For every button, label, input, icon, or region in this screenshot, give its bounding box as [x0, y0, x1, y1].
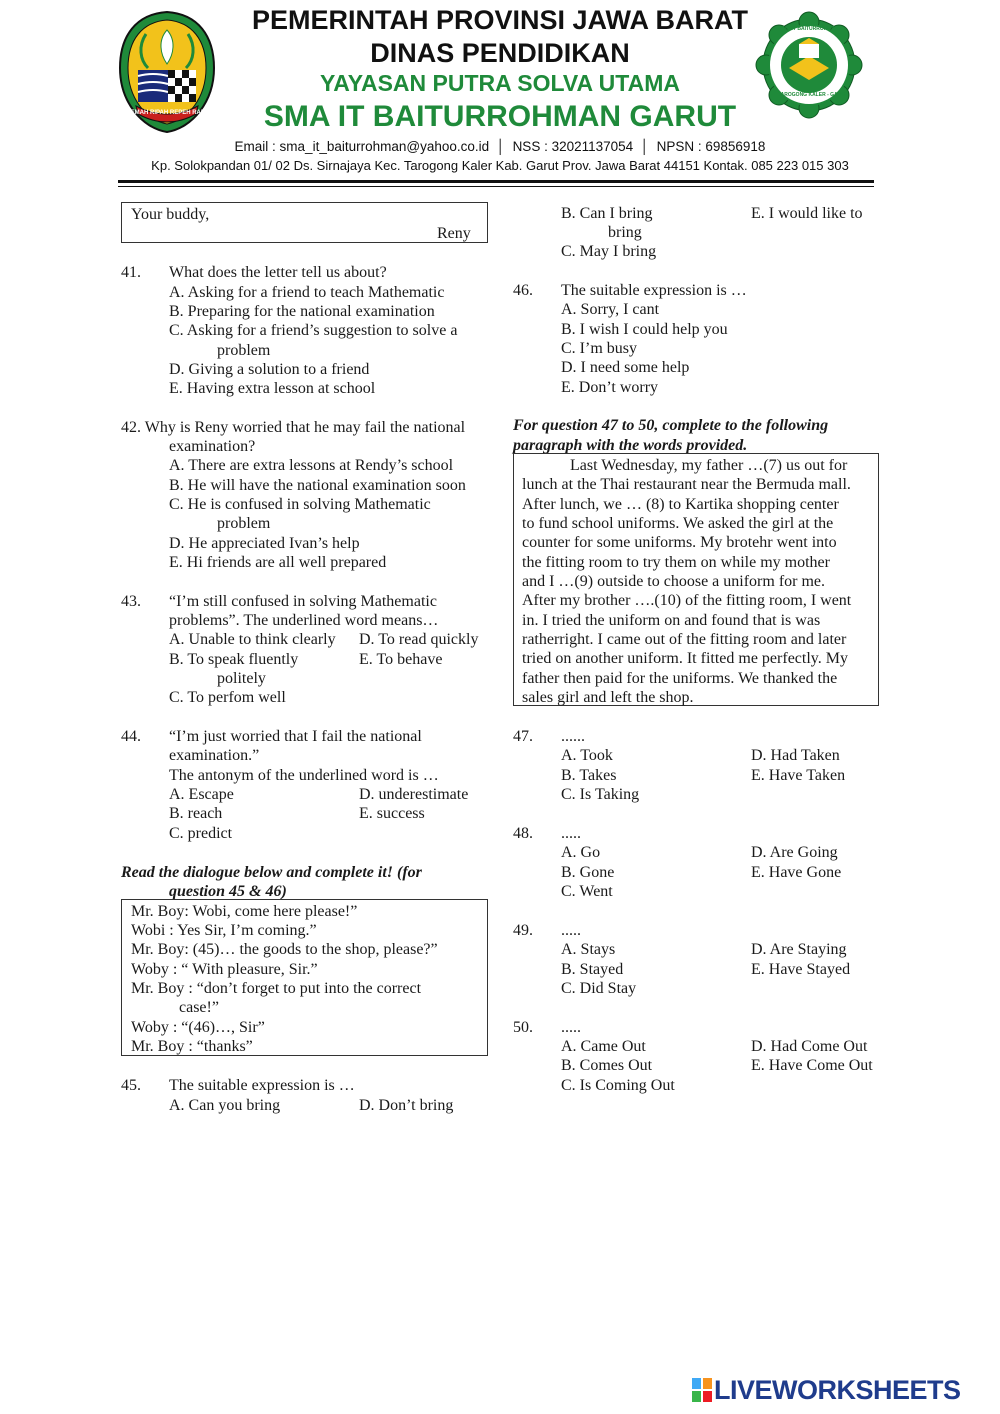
passage-line: ratherright. I came out of the fitting room and later	[522, 631, 847, 648]
option-b-cont[interactable]: bring	[608, 224, 642, 241]
option-e[interactable]: E. Having extra lesson at school	[169, 380, 376, 397]
question-number: 46.	[513, 282, 533, 299]
dialogue-line-cont: case!”	[179, 999, 219, 1016]
header-divider-thin	[118, 186, 874, 187]
passage-instruction: For question 47 to 50, complete to the following	[513, 417, 829, 434]
agency-title: DINAS PENDIDIKAN	[370, 38, 630, 68]
question-number: 45.	[121, 1077, 141, 1094]
question-stem: The suitable expression is …	[561, 282, 747, 299]
dialogue-instruction: Read the dialogue below and complete it! (for	[121, 864, 422, 881]
passage-line: the fitting room to try them on while my mother	[522, 554, 830, 571]
option-a[interactable]: A. Took	[561, 747, 613, 764]
passage-line: tried on another uniform. It fitted me perfectly. My	[522, 650, 848, 667]
option-d[interactable]: D. He appreciated Ivan’s help	[169, 535, 360, 552]
option-a[interactable]: A. Stays	[561, 941, 616, 958]
passage-line: to fund school uniforms. We asked the girl at the	[522, 515, 834, 532]
option-b[interactable]: B. Stayed	[561, 961, 624, 978]
question-stem: “I’m still confused in solving Mathematic	[169, 593, 437, 610]
option-b[interactable]: B. Takes	[561, 767, 617, 784]
dialogue-line: Mr. Boy : “thanks”	[131, 1038, 253, 1055]
option-d[interactable]: D. Had Come Out	[751, 1038, 868, 1055]
option-d[interactable]: D. I need some help	[561, 359, 690, 376]
option-b[interactable]: B. Can I bring	[561, 205, 653, 222]
option-e[interactable]: E. Don’t worry	[561, 379, 659, 396]
option-b[interactable]: B. I wish I could help you	[561, 321, 728, 338]
dialogue-line: Woby : “ With pleasure, Sir.”	[131, 961, 318, 978]
passage-line: father then paid for the uniforms. We thanked the	[522, 670, 838, 687]
option-c-cont[interactable]: problem	[217, 342, 271, 359]
contact-line-2: Kp. Solokpandan 01/ 02 Ds. Sirnajaya Kec. Tarogong Kaler Kab. Garut Prov. Jawa Barat 44151 Kontak. 085 223 015 303	[151, 158, 849, 173]
question-number: 49.	[513, 922, 533, 939]
liveworksheets-blocks-icon	[692, 1378, 712, 1402]
dialogue-instruction-cont: question 45 & 46)	[169, 883, 287, 900]
question-number: 41.	[121, 264, 141, 281]
passage-line: Last Wednesday, my father …(7) us out for	[570, 457, 848, 474]
question-stem: 42. Why is Reny worried that he may fail the national	[121, 419, 466, 436]
question-number: 48.	[513, 825, 533, 842]
question-number: 44.	[121, 728, 141, 745]
option-b[interactable]: B. He will have the national examination soon	[169, 477, 466, 494]
option-b[interactable]: B. Gone	[561, 864, 615, 881]
question-number: 50.	[513, 1019, 533, 1036]
passage-line: counter for some uniforms. My brotehr went into	[522, 534, 837, 551]
option-d[interactable]: D. Had Taken	[751, 747, 840, 764]
question-stem-cont: examination.”	[169, 747, 260, 764]
passage-instruction-cont: paragraph with the words provided.	[513, 437, 748, 454]
dialogue-line: Mr. Boy : “don’t forget to put into the correct	[131, 980, 422, 997]
option-e[interactable]: E. Have Gone	[751, 864, 842, 881]
option-c[interactable]: C. Went	[561, 883, 613, 900]
contact-line-1: Email : sma_it_baiturrohman@yahoo.co.id │ NSS : 32021137054 │ NPSN : 69856918	[234, 139, 766, 154]
question-stem: The suitable expression is …	[169, 1077, 355, 1094]
option-a[interactable]: A. Came Out	[561, 1038, 646, 1055]
option-d[interactable]: D. Don’t bring	[359, 1097, 454, 1114]
passage-line: lunch at the Thai restaurant near the Bermuda mall.	[522, 476, 851, 493]
option-d[interactable]: D. Giving a solution to a friend	[169, 361, 370, 378]
option-e[interactable]: E. I would like to	[751, 205, 863, 222]
passage-line: After my brother ….(10) of the fitting room, I went	[522, 592, 852, 609]
passage-line: in. I tried the uniform on and found that is was	[522, 612, 821, 629]
school-title: SMA IT BAITURROHMAN GARUT	[263, 100, 737, 133]
option-d[interactable]: D. Are Staying	[751, 941, 847, 958]
option-b[interactable]: B. reach	[169, 805, 223, 822]
answer-blank[interactable]: ......	[561, 728, 585, 745]
question-stem-cont: The antonym of the underlined word is …	[169, 767, 439, 784]
option-c[interactable]: C. To perfom well	[169, 689, 286, 706]
passage-line: and I …(9) outside to choose a uniform for me.	[522, 573, 826, 590]
option-a[interactable]: A. There are extra lessons at Rendy’s school	[169, 457, 454, 474]
school-emblem-bottom-text: TAROGONG KALER - GARUT	[778, 92, 848, 98]
option-e[interactable]: E. Have Come Out	[751, 1057, 873, 1074]
option-c-cont[interactable]: problem	[217, 515, 271, 532]
option-d[interactable]: D. underestimate	[359, 786, 469, 803]
option-c[interactable]: C. Is Coming Out	[561, 1077, 675, 1094]
answer-blank[interactable]: .....	[561, 922, 581, 939]
option-b[interactable]: B. Preparing for the national examination	[169, 303, 435, 320]
question-number: 43.	[121, 593, 141, 610]
answer-blank[interactable]: .....	[561, 825, 581, 842]
option-b[interactable]: B. To speak fluently	[169, 651, 299, 668]
option-c[interactable]: C. Is Taking	[561, 786, 640, 803]
passage-line: After lunch, we … (8) to Kartika shopping center	[522, 496, 839, 513]
option-b[interactable]: B. Comes Out	[561, 1057, 653, 1074]
option-e[interactable]: E. Have Stayed	[751, 961, 851, 978]
header-divider	[118, 180, 874, 183]
option-a[interactable]: A. Escape	[169, 786, 234, 803]
foundation-title: YAYASAN PUTRA SOLVA UTAMA	[320, 70, 680, 96]
question-stem: What does the letter tell us about?	[169, 264, 387, 281]
emblem-motto: GEMAH RIPAH REPEH RAPIH	[126, 110, 211, 116]
liveworksheets-logo[interactable]	[690, 1375, 990, 1405]
option-a[interactable]: A. Asking for a friend to teach Mathematic	[169, 284, 445, 301]
answer-blank[interactable]: .....	[561, 1019, 581, 1036]
letter-salutation: Your buddy,	[131, 206, 210, 223]
option-e[interactable]: E. Have Taken	[751, 767, 846, 784]
option-e[interactable]: E. To behave	[359, 651, 443, 668]
option-d[interactable]: D. To read quickly	[359, 631, 479, 648]
option-c[interactable]: C. Asking for a friend’s suggestion to solve a	[169, 322, 458, 339]
option-e-cont[interactable]: politely	[217, 670, 266, 687]
question-stem: “I’m just worried that I fail the national	[169, 728, 422, 745]
option-a[interactable]: A. Go	[561, 844, 601, 861]
letter-signature: Reny	[437, 225, 471, 242]
dialogue-line: Mr. Boy: (45)… the goods to the shop, please?”	[131, 941, 438, 958]
question-stem-cont: problems”. The underlined word means…	[169, 612, 439, 629]
option-a[interactable]: A. Can you bring	[169, 1097, 281, 1114]
option-a[interactable]: A. Unable to think clearly	[169, 631, 336, 648]
govt-title: PEMERINTAH PROVINSI JAWA BARAT	[251, 5, 749, 35]
option-c[interactable]: C. May I bring	[561, 243, 657, 260]
question-stem-cont: examination?	[169, 438, 256, 455]
option-e[interactable]: E. Hi friends are all well prepared	[169, 554, 387, 571]
option-c[interactable]: C. I’m busy	[561, 340, 637, 357]
option-c[interactable]: C. He is confused in solving Mathematic	[169, 496, 431, 513]
option-c[interactable]: C. Did Stay	[561, 980, 637, 997]
option-a[interactable]: A. Sorry, I cant	[561, 301, 660, 318]
liveworksheets-wordmark: LIVEWORKSHEETS	[714, 1375, 961, 1405]
passage-line: sales girl and left the shop.	[522, 689, 694, 706]
dialogue-line: Woby : “(46)…, Sir”	[131, 1019, 265, 1036]
dialogue-line: Wobi : Yes Sir, I’m coming.”	[131, 922, 317, 939]
question-number: 47.	[513, 728, 533, 745]
option-c[interactable]: C. predict	[169, 825, 233, 842]
dialogue-line: Mr. Boy: Wobi, come here please!”	[131, 903, 358, 920]
option-d[interactable]: D. Are Going	[751, 844, 838, 861]
option-e[interactable]: E. success	[359, 805, 425, 822]
school-emblem-top-text: SMA IT BAITURROHMAN	[779, 26, 839, 32]
